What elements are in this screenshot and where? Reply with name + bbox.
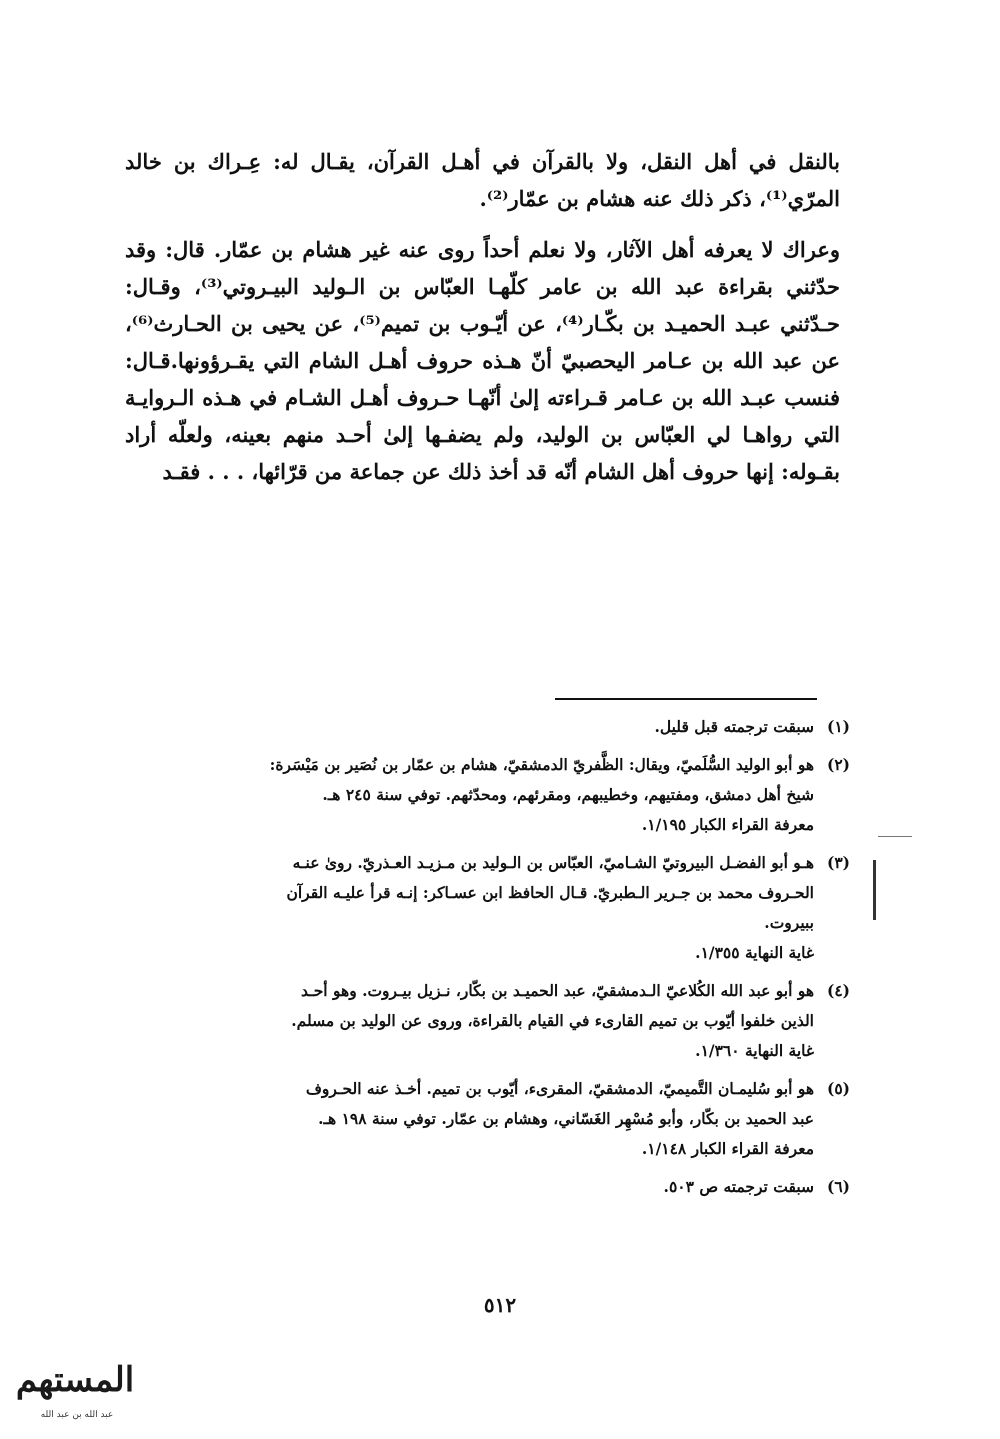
footnote-number: (٤) <box>826 981 850 1000</box>
footnote-5 <box>135 1074 850 1164</box>
footnote-line: هو أبو سُليمـان التَّميميّ، الدمشقيّ، المقرىء، أيّوب بن تميم. أخـذ عنه الحـروف <box>305 1079 814 1098</box>
footnote-number: (٥) <box>826 1079 850 1098</box>
footnote-line: هـو أبو الفضـل البيروتيّ الشـاميّ، العبّاس بن الـوليد بن مـزيـد العـذريّ. روىٰ عنـه <box>292 853 814 872</box>
footnote-number: (١) <box>826 717 850 736</box>
footnote-line: هو أبو عبد الله الكُلاعيّ الـدمشقيّ، عبد الحميـد بن بكّار، نـزيل بيـروت. وهو أحـد <box>301 981 814 1000</box>
page-number: ٥١٢ <box>483 1293 517 1317</box>
footnote-line: معرفة القراء الكبار ١/١٩٥. <box>641 815 814 834</box>
footnote-line: معرفة القراء الكبار ١/١٤٨. <box>641 1139 814 1158</box>
footnote-line: سبقت ترجمته قبل قليل. <box>654 717 814 736</box>
footnote-line: غاية النهاية ١/٣٦٠. <box>695 1041 814 1060</box>
margin-scan-mark <box>873 860 876 920</box>
main-text <box>125 143 840 504</box>
footnote-number: (٦) <box>826 1177 850 1196</box>
footnote-line: غاية النهاية ١/٣٥٥. <box>695 943 814 962</box>
footnote-line: هو أبو الوليد السُّلَميّ، ويقال: الظَّفريّ الدمشقيّ، هشام بن عمّار بن نُصَير بن مَيْسَرة: <box>269 755 814 774</box>
footnotes <box>135 712 850 1210</box>
footnote-line: ببيروت. <box>764 913 814 932</box>
footnote-2 <box>135 750 850 840</box>
footnote-3 <box>135 848 850 968</box>
footnote-number: (٢) <box>826 755 850 774</box>
footnote-separator <box>555 698 817 700</box>
margin-dash-mark <box>878 836 912 837</box>
footnote-6 <box>135 1172 850 1202</box>
footnote-number: (٣) <box>826 853 850 872</box>
footnote-line: الذين خلفوا أيّوب بن تميم القارىء في القيام بالقراءة، وروى عن الوليد بن مسلم. <box>291 1011 814 1030</box>
footnote-line: شيخ أهل دمشق، ومفتيهم، وخطيبهم، ومقرئهم، ومحدّثهم. توفي سنة ٢٤٥ هـ. <box>322 785 814 804</box>
footnote-4 <box>135 976 850 1066</box>
footnote-line: الحـروف محمد بن جـرير الـطبريّ. قـال الحافظ ابن عسـاكر: إنـه قرأ عليـه القرآن <box>286 883 814 902</box>
paragraph-2: وعراك لا يعرفه أهل الآثار، ولا نعلم أحداً روى عنه غير هشام بن عمّار. قال: وقد حدّثني بقراءة عبد الله بن عامر كلّهـا العبّاس بن الـوليد البيـروتي⁽³⁾، وقـال: حـدّثني عبـد الحميـد بن بكّـار⁽⁴⁾، عن أيّـوب بن تميم⁽⁵⁾، عن يحيى بن الحـارث⁽⁶⁾، عن عبد الله بن عـامر اليحصبيّ أنّ هـذه حروف أهـل الشام التي يقـرؤونها.قـال: فنسب عبـد الله بن عـامر قـراءته إلىٰ أنّهـا حـروف أهـل الشـام في هـذه الـروايـة التي رواهـا لي العبّاس بن الوليد، ولم يضفـها إلىٰ أحـد منهم بعينه، ولعلّه أراد بقـوله: إنها حروف أهل الشام أنّه قد أخذ ذلك عن جماعة من قرّائها، . . . فقـد <box>125 237 840 484</box>
paragraph-1: بالنقل في أهل النقل، ولا بالقرآن في أهـل القرآن، يقـال له: عِـراك بن خالد المرّي⁽¹⁾، ذكر ذلك عنه هشام بن عمّار⁽²⁾. <box>125 149 840 211</box>
footnote-1 <box>135 712 850 742</box>
footnote-line: سبقت ترجمته ص ٥٠٣. <box>663 1177 814 1196</box>
footnote-line: عبد الحميد بن بكّار، وأبو مُسْهِر الغَسّاني، وهشام بن عمّار. توفي سنة ١٩٨ هـ. <box>318 1109 814 1128</box>
publisher-logo-subtext: عبد الله بن عبد الله <box>40 1410 114 1420</box>
publisher-logo: المستهم <box>15 1360 135 1400</box>
